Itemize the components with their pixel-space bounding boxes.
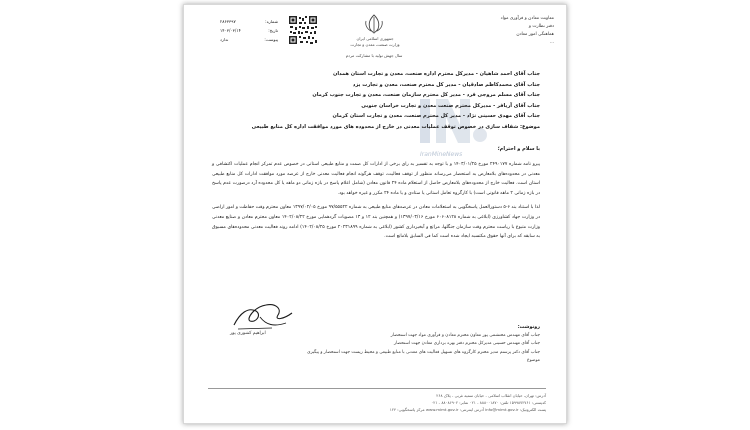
letter-date-value: ۱۴۰۳/۰۳/۱۴ [220,28,241,33]
recipient-line: جناب آقای مهدی حسینی نژاد - مدیر کل محترم صنعت، معدن و تجارت استان کرمان [332,113,540,120]
subject-line: موضوع: شفاف سازی در خصوص توقف عملیات معدنی در خارج از محدوده های مورد موافقت اداره کل منابع طبیعی [251,123,540,130]
salutation: با سلام و احترام؛ [497,146,540,152]
iran-emblem-icon [359,13,389,35]
recipient-line: جناب آقای مسلم مروجی فرد - مدیر کل محترم سازمان صنعت، معدن و تجارت جنوب کرمان [312,92,540,99]
department-header [484,15,554,47]
letter-number-value: ۲۸۶۳۳۹۷ [220,19,236,24]
letter-attachment-row [220,35,278,44]
qr-code-icon [288,15,318,45]
recipient-line: جناب آقای محمدکاظم صادقیان - مدیر کل محترم صنعت، معدن و تجارت یزد [352,81,540,88]
cc-line: جناب آقای دکتر پرستم مدیر محترم کارگروه های تسهیل فعالیت های معدنی با منابع طبیعی و محیط زیست جهت استحضار و پیگیری [307,349,540,355]
cc-line: جناب آقای مهندس محتشمی پور معاون محترم معادن و فرآوری مواد جهت استحضار [390,333,540,338]
recipient-line: جناب آقای آریافر - مدیرکل محترم صنعت معدن و تجارت خراسان جنوبی [361,102,540,109]
letter-metadata [220,17,278,44]
letter-body [212,160,540,247]
department-line: ... [549,40,554,45]
letter-attachment-label: پیوست: [264,37,278,42]
signatory-name: ابراهیم کشوری پور [230,331,266,336]
ministry-line: جمهوری اسلامی ایران [356,36,394,41]
letter-footer [208,388,546,413]
letter-number-row [220,17,278,26]
letter-date-label: تاریخ: [268,28,278,33]
department-line: هماهنگی امور معادن [516,32,554,37]
ministry-line: وزارت صنعت، معدن و تجارت [350,42,400,47]
letter-date-row [220,26,278,35]
cc-line: موضوع [527,358,540,364]
footer-line: کدپستی: ۱۵۹۹۸۷۲۷۶۱ تلفن: ۸۸۸۰۰۱۸۷۰ - ۰۲۱ نمابر: ۸۸۰۸۶۹۰۲ - ۰۲۱ [431,400,546,405]
letter-number-label: شماره: [265,19,278,24]
letter-attachment-value: ندارد [220,37,229,42]
body-paragraph: لذا با استناد بند ۶-۵ دستورالعمل پاسخگویی به استعلامات معادن در عرصه‌های منابع طبیعی به شماره ۹۷/۵۵۵۲۲ مورخ ۱۳۹۷/۰۲/۰۵ معاون محترم وقت حفاظت و امور اراضی در وزارت جهاد کشاورزی (ابلاغی به شماره ۶۰۶۰۸۱۲۸ مورخ ۱۳۹۷/۰۳/۱۶) و همچنین بند ۱۲ و ۱۳ مصوبات گردهمایی مورخ ۱۴۰۲/۰۸/۲۲ معاون محترم معادن و صنایع معدنی وزارت متبوع با ریاست محترم وقت سازمان جنگلها، مراتع و آبخیزداری کشور (ابلاغی به شماره ۲۰۲۳۱۸۹۹ مورخ ۱۴۰۲/۰۸/۲۵) ادامه روند فعالیت معدنی محدوده‌های مسبوق به سابقه که برای آنها حقوق مکتسبه ایجاد شده است کما فی السابق بلامانع است. [212,205,540,240]
footer-line: پست الکترونیک: info@mimt.gov.ir آدرس اینترنتی: www.mimt.gov.ir مرکز پاسخگویی: ۱۲۴ [389,407,546,412]
footer-line: آدرس: تهران، خیابان انقلاب اسلامی - خیابان سمیه غربی - پلاک ۲۶۸ [436,393,546,398]
letter-page [183,4,567,424]
body-paragraph: پیرو نامه شماره ۲۴۹۰۱۷۷ مورخ ۱۴۰۳/۰۱/۲۵ و با توجه به تفسیر به رای برخی از ادارات کل صمت و منابع طبیعی استانی در خصوص عدم تمرکز انجام عملیات اکتشافی و معدنی در محدوده‌های بلامعارض به استحضار می‌رساند منظور از توقف فعالیت، توقف هرگونه انجام فعالیت معدنی خارج از عرصه مورد موافقت ادارات کل منابع طبیعی استان است. فعالیت خارج از محدوده‌های بلامعارض حاصل از استعلام ماده ۲۴ قانون معادن (شامل اعلام پاسخ در بازه زمانی دو ماهه یا کل محدوده آرد درصورت عدم پاسخ در بازه زمانی ۲ ماهه قانونی است) با کارگروه تعامل استانی یا ستادی و یا ماده ۲۴ مکرر و غیره خواهد بود. [212,162,541,196]
ministry-title [334,36,416,48]
department-line: معاونت معادن و فرآوری مواد [500,16,554,21]
year-slogan: سال جهش تولید با مشارکت مردم [345,53,403,58]
cc-line: جناب آقای مهندس حسینی مدیرکل محترم دفتر بهره برداری معادن جهت استحضار [394,341,540,347]
department-line: دفتر نظارت و [528,24,554,29]
recipient-list [210,69,540,133]
carbon-copy-list [240,323,540,366]
cc-title: رونوشت: [517,325,540,330]
watermark-text: IranMineNews [420,151,463,158]
recipient-line: جناب آقای احمد شاهیان - مدیرکل محترم اداره صنعت، معدن و تجارت استان همدان [332,71,540,77]
